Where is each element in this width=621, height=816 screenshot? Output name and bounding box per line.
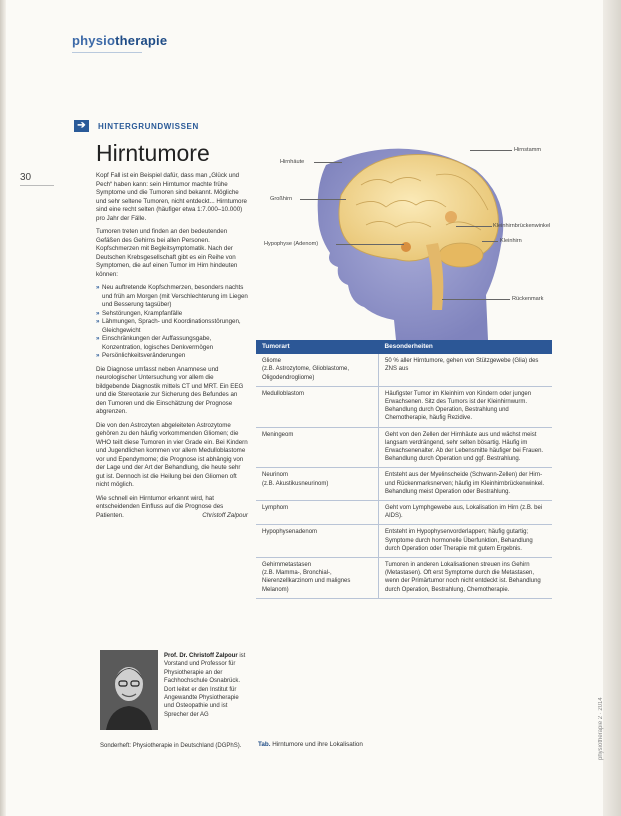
margin-issue-note: physiotherapie 2 · 2014 <box>598 697 604 760</box>
brand-part-physio: physio <box>72 33 116 48</box>
article-title: Hirntumore <box>96 140 210 166</box>
symptom-item: » Neu auftretende Kopfschmerzen, besonders nachts und früh am Morgen (mit Verschlechterung im Liegen und Besserung tagsüber) <box>96 284 248 310</box>
tumor-note-cell: Entsteht im Hypophysenvorderlappen; häufig gutartig; Symptome durch hormonelle Überfunktion, Behandlung durch Operation oder Therapie mit gutem Ergebnis. <box>379 525 553 558</box>
body-paragraph: Tumoren treten und finden an den bedeutenden Gefäßen des Gehirns bei allen Personen. Kopfschmerzen mit Begleitsymptomatik. Nach der Deutschen Krebsgesellschaft gibt es ein Reihe von Symptomen, die auf einen Tumor im Hirn hindeuten können: <box>96 228 238 278</box>
author-signature: Christoff Zalpour <box>202 511 248 519</box>
column-header: Besonderheiten <box>379 340 553 354</box>
brand-underline <box>72 52 142 53</box>
body-paragraph: Die von den Astrozyten abgeleiteten Astrozytome gehören zu den häufig vorkommenden Gliomen; die WHO teilt diese Tumoren in vier Grade ein. Bei Kindern und Jugendlichen kommen vor allem Medulloblastome vor und Ependymome; die Prognose ist abhängig von der Lage und der Art der Behandlung, die heute sehr gut ist. Dennoch ist die Heilung bei den Gliomen oft nicht möglich. <box>96 421 248 488</box>
label-kleinhirn: Kleinhirn <box>500 238 522 244</box>
tumor-note-cell: Tumoren in anderen Lokalisationen streuen ins Gehirn (Metastasen). Oft erst Symptome durch die Metastasen, wenn der Primärtumor noch nicht entdeckt ist. Behandlung durch Operation, Bestrahlung, Chemotherapie. <box>379 558 553 599</box>
body-paragraph: Die Diagnose umfasst neben Anamnese und neurologischer Untersuchung vor allem die bildgebende Diagnostik mittels CT und MRT. Ein EEG und die Stereotaxie zur Sicherung des Befundes an den Tumoren und die Einschätzung der Prognose abgrenzen. <box>96 365 244 415</box>
leader-line <box>470 150 512 151</box>
tumor-note-cell: Entsteht aus der Myelinscheide (Schwann-Zellen) der Hirn- und Rückenmarksnerven; häufig im Kleinhirnbrückenwinkel. Behandlung meist Operation oder Bestrahlung. <box>379 468 553 501</box>
table-row <box>256 501 552 525</box>
table-row <box>256 468 552 501</box>
tumor-type-cell: Neurinom (z.B. Akustikusneurinom) <box>256 468 379 501</box>
label-grosshirn: Großhirn <box>270 196 293 202</box>
arrow-right-icon: ➔ <box>74 120 89 132</box>
section-label: HINTERGRUNDWISSEN <box>98 122 199 131</box>
table-row <box>256 558 552 599</box>
symptom-list <box>96 284 248 361</box>
tumor-type-cell: Gliome (z.B. Astrozytome, Glioblastome, Oligodendrogliome) <box>256 354 379 386</box>
symptom-item: » Einschränkungen der Auffassungsgabe, Konzentration, logisches Denkvermögen <box>96 335 248 352</box>
tumor-type-cell: Medulloblastom <box>256 386 379 427</box>
page-number-rule <box>20 185 54 186</box>
leader-line <box>456 226 492 227</box>
table-header-row <box>256 340 552 354</box>
author-name: Prof. Dr. Christoff Zalpour <box>164 653 238 659</box>
body-paragraph <box>96 495 248 521</box>
author-bio-tail: Sonderheft: Physiotherapie in Deutschland (DGPhS). <box>100 743 242 749</box>
tumor-type-cell: Meningeom <box>256 427 379 468</box>
brand-part-therapie: therapie <box>115 33 168 48</box>
tumor-type-cell: Lymphom <box>256 501 379 525</box>
leader-line <box>314 162 342 163</box>
leader-line <box>300 199 346 200</box>
label-hirnstamm: Hirnstamm <box>514 147 542 153</box>
tumor-type-cell: Gehirnmetastasen (z.B. Mamma-, Bronchial-, Nierenzellkarzinom und malignes Melanom) <box>256 558 379 599</box>
table-row <box>256 386 552 427</box>
tumor-spot <box>445 211 457 223</box>
page-binding-shadow <box>0 0 6 816</box>
label-hypophyse: Hypophyse (Adenom) <box>264 241 319 247</box>
leader-line <box>336 244 404 245</box>
table-row <box>256 427 552 468</box>
label-kleinhirnbrueckenwinkel: Kleinhirnbrückenwinkel <box>493 223 551 229</box>
tumor-table <box>256 340 552 599</box>
article-body <box>96 172 248 525</box>
body-paragraph: Kopf Fall ist ein Beispiel dafür, dass man „Glück und Pech“ haben kann: sein Hirntumor machte frühe Symptome und die Tumoren sind bekannt. Mögliche und sehr seltene Tumoren, nicht entdeckt... Hirntumore sind eine recht selten (häufiger etwa 1:7.000–10.000) pro Jahr der Fälle. <box>96 172 247 222</box>
tumor-note-cell: 50 % aller Hirntumore, gehen von Stützgewebe (Glia) des ZNS aus <box>379 354 553 386</box>
leader-line <box>482 241 498 242</box>
table-caption <box>258 741 363 748</box>
leader-line <box>442 299 510 300</box>
tumor-type-cell: Hypophysenadenom <box>256 525 379 558</box>
caption-text: Hirntumore und ihre Lokalisation <box>272 741 363 748</box>
author-bio <box>164 652 250 719</box>
label-hirnhaeute: Hirnhäute <box>280 159 305 165</box>
table-row <box>256 354 552 386</box>
symptom-item: » Persönlichkeitsveränderungen <box>96 352 248 361</box>
caption-prefix: Tab. <box>258 741 271 748</box>
table-row <box>256 525 552 558</box>
closing-sentence: Wie schnell ein Hirntumor erkannt wird, hat entscheidenden Einfluss auf die Prognose des Patienten. <box>96 494 224 519</box>
label-rueckenmark: Rückenmark <box>512 296 544 302</box>
cerebellum <box>439 243 483 267</box>
tumor-note-cell: Häufigster Tumor im Kleinhirn von Kindern oder jungen Erwachsenen. Sitz des Tumors ist der Kleinhirnwurm. Behandlung durch Operation, Bestrahlung und Chemotherapie, häufig Rezidive. <box>379 386 553 427</box>
tumor-note-cell: Geht von den Zellen der Hirnhäute aus und wächst meist langsam verdrängend, sehr selten bösartig. Häufig im Erwachsenenalter. Ab der Lebensmitte häufiger bei Frauen. Behandlung durch Operation und ggf. Bestrahlung. <box>379 427 553 468</box>
page-number: 30 <box>20 172 32 183</box>
tumor-note-cell: Geht vom Lymphgewebe aus, Lokalisation im Hirn (z.B. bei AIDS). <box>379 501 553 525</box>
symptom-item: » Lähmungen, Sprach- und Koordinationsstörungen, Gleichgewicht <box>96 318 248 335</box>
magazine-brand <box>72 33 167 48</box>
brain-illustration <box>256 135 551 345</box>
column-header: Tumorart <box>256 340 379 354</box>
symptom-item: » Sehstörungen, Krampfanfälle <box>96 310 248 319</box>
author-bio-text: ist Vorstand und Professor für Physiotherapie an der Fachhochschule Osnabrück. Dort leitet er den Institut für Angewandte Physiotherapie und Osteopathie und ist Sprecher der AG <box>164 653 246 718</box>
author-photo <box>100 650 158 730</box>
